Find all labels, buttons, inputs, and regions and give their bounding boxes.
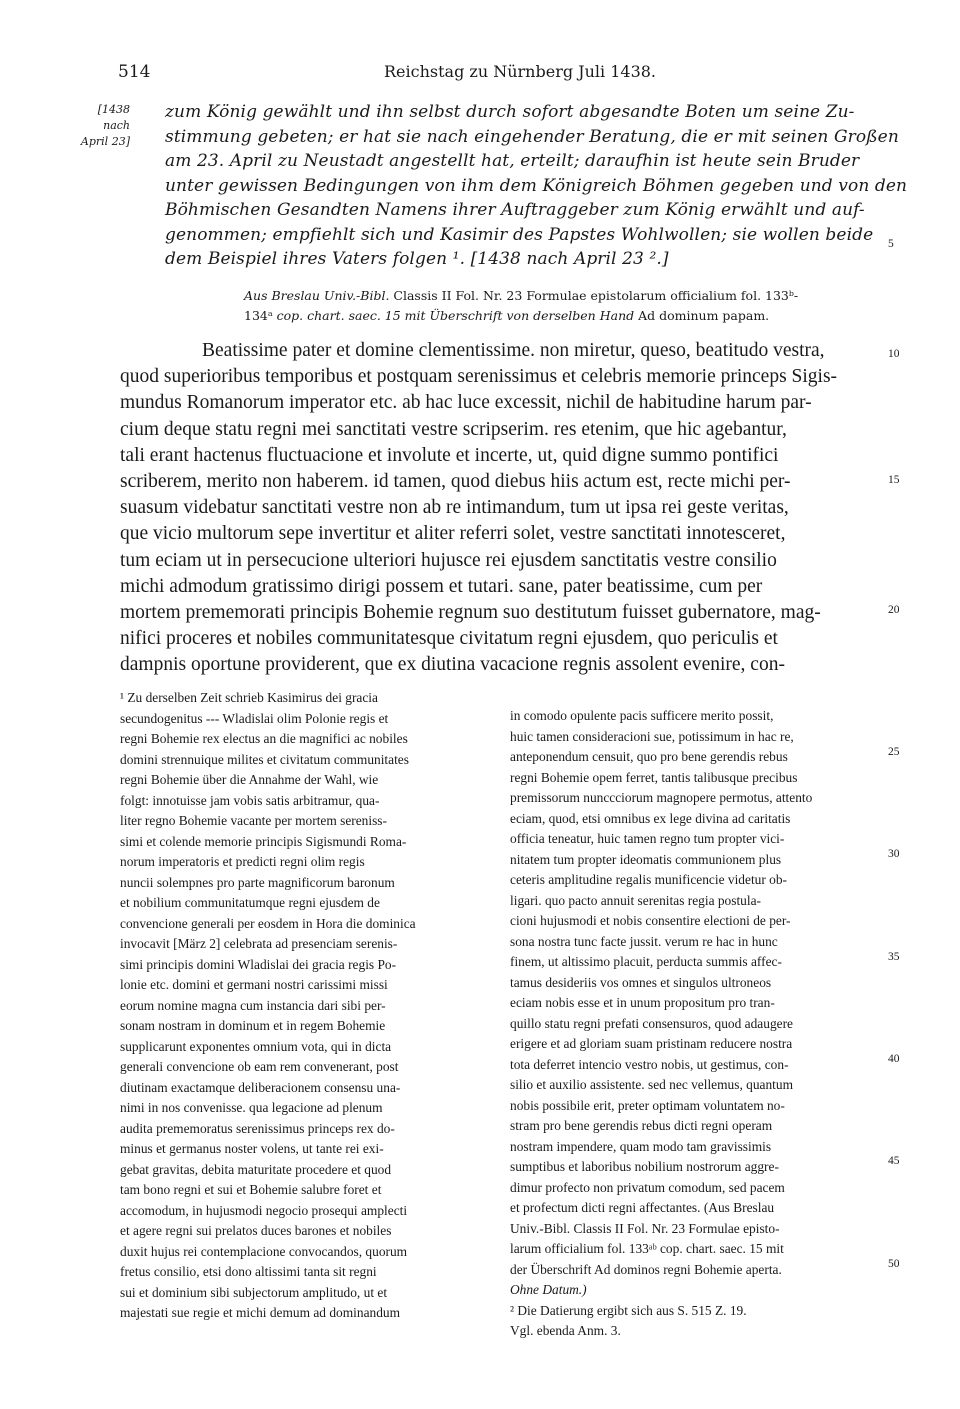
line-number: 25 <box>888 746 900 758</box>
footnote-line: simi principis domini Wladislai dei gracia regis Po- <box>120 956 397 972</box>
footnote-line: tam bono regni et sui et Bohemie salubre foret et <box>120 1182 382 1197</box>
footnote-line: nobis possibile erit, preter optimam voluntatem no- <box>510 1097 785 1113</box>
footnote-line: ligari. quo pacto annuit serenitas regia postula- <box>510 892 761 908</box>
footnote-line: et nobilium communitatumque regni ejusdem de <box>120 895 380 910</box>
page-header <box>0 62 960 84</box>
footnote-line: regni Bohemie opem ferret, tantis talibusque precibus <box>510 769 798 785</box>
footnote-line: duxit hujus rei contemplacione convocandos, quorum <box>120 1243 408 1259</box>
footnote-line: diutinam exactamque deliberacionem consensu una- <box>120 1079 401 1095</box>
regest-line: Böhmischen Gesandten Namens ihrer Auftraggeber zum König erwählt und auf- <box>165 200 865 220</box>
regest-line: genommen; empfiehlt sich und Kasimir des Papstes Wohlwollen; sie wollen beide <box>165 224 874 245</box>
regest-line: zum König gewählt und ihn selbst durch sofort abgesandte Boten um seine Zu- <box>165 102 855 122</box>
footnote-line: eciam, quod, etsi omnibus ex lege divina ad caritatis <box>510 810 791 826</box>
footnote-line: ¹ Zu derselben Zeit schrieb Kasimirus dei gracia <box>120 690 378 705</box>
footnote-line: larum officialium fol. 133ᵃᵇ cop. chart. saec. 15 mit <box>510 1241 784 1256</box>
letter-line: mortem prememorati principis Bohemie regnum suo destitutum fuisset gubernatore, mag- <box>120 602 821 624</box>
footnote-line: folgt: innotuisse jam vobis satis arbitramur, qua- <box>120 792 380 808</box>
footnote-line: huic tamen consideracioni sue, potissimum in hac re, <box>510 728 794 744</box>
letter-line: tum eciam ut in persecucione ulteriori hujusce rei ejusdem sanctitatis vestre consilio <box>120 549 777 571</box>
line-number: 15 <box>888 474 900 486</box>
margin-date-line: nach <box>103 119 130 132</box>
letter-line: tali erant hactenus fluctuacione et involute et incerte, ut, quid digne summo pontifici <box>120 444 779 466</box>
source-description: cop. chart. saec. 15 mit Überschrift von derselben Hand <box>276 308 635 323</box>
letter-text <box>120 338 886 679</box>
footnote-line: sumptibus et laboribus nobilium nostrorum aggre- <box>510 1159 779 1174</box>
footnote-line: sona nostra tunc facte jussit. verum re hac in hunc <box>510 933 778 949</box>
footnote-line: minus et germanus noster volens, ut tante rei exi- <box>120 1141 384 1156</box>
source-shelfmark: Classis II Fol. Nr. 23 Formulae epistolarum officialium fol. 133ᵇ- <box>389 288 799 303</box>
regest-line: stimmung gebeten; er hat sie nach eingehender Beratung, die er mit seinen Großen <box>165 126 899 147</box>
footnote-line: nitatem tum propter ideomatis communionem plus <box>510 851 782 867</box>
footnote-line: accomodum, in hujusmodi negocio prosequi amplecti <box>120 1202 408 1218</box>
footnote-line: liter regno Bohemie vacante per mortem sereniss- <box>120 813 387 828</box>
footnote-line: et agere regni sui prelatos duces barones et nobiles <box>120 1223 392 1238</box>
footnote-line: domini strennuique milites et civitatum communitates <box>120 751 409 767</box>
footnote-line: sui et dominium sibi subjectorum amplitudo, ut et <box>120 1284 388 1300</box>
page-number: 514 <box>118 62 151 82</box>
footnote-line: supplicarunt exponentes omnium vota, qui in dicta <box>120 1038 392 1054</box>
footnote-line: tota deferret intencio vestro nobis, ut gestimus, con- <box>510 1056 789 1072</box>
margin-date-note <box>60 102 130 150</box>
footnote-line: silio et auxilio assistente. sed nec vellemus, quantum <box>510 1077 794 1092</box>
footnote-line: lonie etc. domini et germani nostri carissimi missi <box>120 977 388 992</box>
footnote-line: simi et colende memorie principis Sigismundi Roma- <box>120 833 407 849</box>
line-number: 40 <box>888 1053 900 1065</box>
footnote-line: erigere et ad gloriam suam pristinam reducere nostra <box>510 1036 793 1051</box>
footnote-line: ² Die Datierung ergibt sich aus S. 515 Z. 19. <box>510 1302 747 1318</box>
footnote-line: audita prememoratus serenissimus princeps rex do- <box>120 1120 395 1136</box>
footnote-line: anteponendum censuit, quo pro bene gerendis rebus <box>510 749 788 764</box>
footnote-line: ceteris amplitudine regalis munificencie videtur ob- <box>510 872 788 887</box>
footnote-line: quillo statu regni prefati consensuros, quod adaugere <box>510 1015 793 1031</box>
footnote-line: in comodo opulente pacis sufficere merito possit, <box>510 708 774 723</box>
footnote-line: invocavit [März 2] celebrata ad presenciam serenis- <box>120 936 398 951</box>
footnote-line: sonam nostram in dominum et in regem Bohemie <box>120 1018 386 1033</box>
letter-line: que vicio multorum sepe invertitur et aliter referri solet, vestre sanctitati innotesceret, <box>120 523 786 545</box>
footnote-line: eciam nobis esse et in unum propositum pro tran- <box>510 995 775 1010</box>
letter-line: suasum videbatur sanctitati vestre non ab re intimandum, tum ut ipsa rei geste veritas, <box>120 497 789 519</box>
line-number: 30 <box>888 848 900 860</box>
line-number: 35 <box>888 951 900 963</box>
regest-line: am 23. April zu Neustadt angestellt hat, erteilt; daraufhin ist heute sein Bruder <box>165 151 860 171</box>
source-heading: Ad dominum papam. <box>634 308 770 323</box>
footnote-line: norum imperatoris et predicti regni olim regis <box>120 854 365 869</box>
letter-line: mundus Romanorum imperator etc. ab hac luce excessit, nichil de habitudine harum par- <box>120 392 812 414</box>
line-number: 45 <box>888 1155 900 1167</box>
letter-line: Beatissime pater et domine clementissime. non miretur, queso, beatitudo vestra, <box>202 340 825 361</box>
footnote-line: premissorum nunccciorum magnopere permotus, attento <box>510 790 813 805</box>
footnote-line: Ohne Datum.) <box>510 1282 587 1297</box>
footnote-line: Univ.-Bibl. Classis II Fol. Nr. 23 Formulae episto- <box>510 1220 780 1236</box>
source-archive: Aus Breslau Univ.-Bibl. <box>244 288 390 303</box>
footnote-line: majestati sue regie et michi demum ad dominandum <box>120 1305 401 1320</box>
footnotes-right-column <box>510 706 888 1342</box>
footnotes-left-column <box>120 688 490 1324</box>
footnote-line: officia teneatur, huic tamen regno tum propter vici- <box>510 831 785 846</box>
footnote-line: convencione generali per eosdem in Hora die dominica <box>120 915 416 931</box>
footnote-line: dimur profecto non privatum comodum, sed pacem <box>510 1179 785 1195</box>
footnote-line: nuncii solempnes pro parte magnificorum baronum <box>120 874 395 890</box>
footnote-line: et profectum dicti regni affectantes. (Aus Breslau <box>510 1200 775 1215</box>
letter-line: michi admodum gratissimo dirigi possem et tutari. sane, pater beatissime, cum per <box>120 575 763 597</box>
footnote-line: nostram impendere, quam modo tam gravissimis <box>510 1138 772 1154</box>
margin-date-line: April 23] <box>80 135 130 148</box>
footnote-line: secundogenitus --- Wladislai olim Polonie regis et <box>120 710 389 726</box>
source-line <box>244 286 894 306</box>
letter-line: cium deque statu regni mei sanctitati vestre scripserim. res etenim, que hic agebantur, <box>120 418 787 440</box>
footnote-line: finem, ut altissimo placuit, perducta summis affec- <box>510 954 782 969</box>
line-number: 50 <box>888 1258 900 1270</box>
letter-line: quod superioribus temporibus et postquam serenissimus et celebris memorie princeps Sigis- <box>120 366 838 388</box>
letter-line: scriberem, merito non haberem. id tamen, quod diebus hiis actum est, recte michi per- <box>120 471 791 493</box>
footnote-line: nimi in nos convenisse. qua legacione ad plenum <box>120 1100 383 1115</box>
regest-summary <box>165 100 908 272</box>
source-folio: 134ᵃ <box>244 308 277 323</box>
footnote-line: tamus desideriis vos omnes et singulos ultroneos <box>510 974 772 990</box>
line-number: 5 <box>888 238 894 250</box>
line-number: 20 <box>888 604 900 616</box>
running-head: Reichstag zu Nürnberg Juli 1438. <box>384 62 657 81</box>
letter-line: dampnis oportune providerent, que ex diutina vacacione regnis assolent evenire, con- <box>120 654 785 676</box>
margin-date-line: [1438 <box>97 103 130 116</box>
letter-line: nifici proceres et nobiles communitatesque civitatum regni ejusdem, quo periculis et <box>120 628 778 650</box>
footnote-line: generali convencione ob eam rem convenerant, post <box>120 1059 399 1074</box>
footnote-line: fretus consilio, etsi dono altissimi tanta sit regni <box>120 1264 377 1279</box>
footnote-line: cioni hujusmodi et nobis consentire electioni de per- <box>510 913 791 928</box>
footnote-line: gebat gravitas, debita maturitate procedere et quod <box>120 1161 392 1177</box>
footnote-line: regni Bohemie über die Annahme der Wahl, wie <box>120 772 379 787</box>
footnote-line: stram pro bene gerendis rebus dicti regni operam <box>510 1118 773 1133</box>
source-line <box>244 306 894 326</box>
footnote-line: eorum nomine magna cum instancia dari sibi per- <box>120 997 386 1013</box>
footnote-line: regni Bohemie rex electus an die magnifici ac nobiles <box>120 731 408 746</box>
regest-line: dem Beispiel ihres Vaters folgen ¹. [1438 nach April 23 ².] <box>165 249 669 269</box>
source-citation <box>244 286 894 326</box>
footnote-line: der Überschrift Ad dominos regni Bohemie aperta. <box>510 1261 782 1277</box>
line-number: 10 <box>888 348 900 360</box>
regest-line: unter gewissen Bedingungen von ihm dem Königreich Böhmen gegeben und von den <box>165 175 908 196</box>
footnote-line: Vgl. ebenda Anm. 3. <box>510 1323 621 1338</box>
